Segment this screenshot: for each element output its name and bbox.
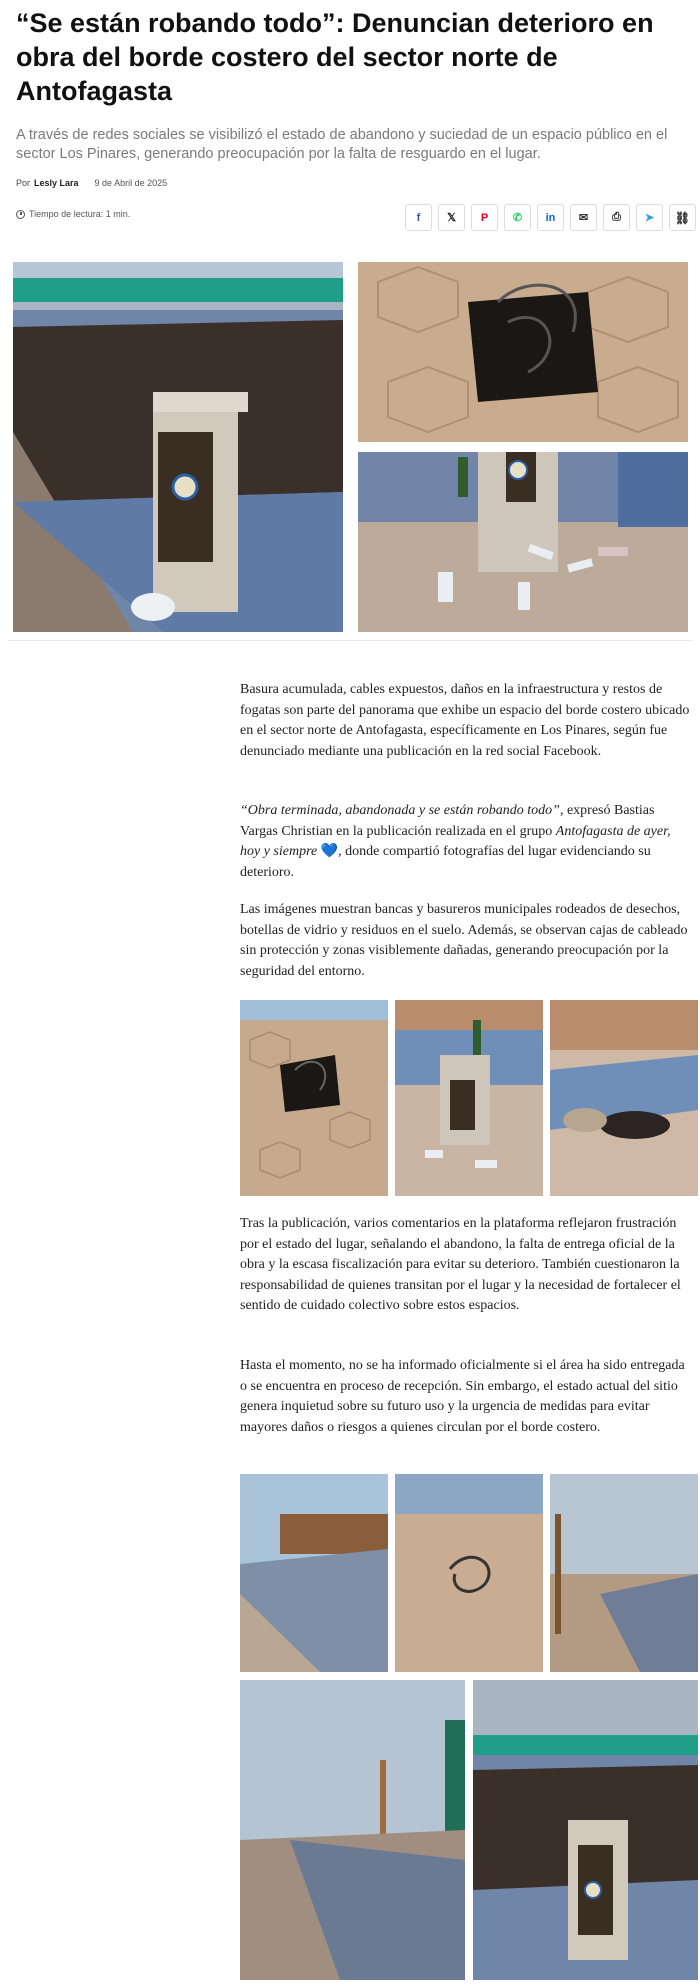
- linkedin-icon: in: [545, 211, 556, 224]
- share-x-button[interactable]: [438, 204, 465, 231]
- print-icon: ⎙: [612, 211, 621, 223]
- share-facebook-button[interactable]: [405, 204, 432, 231]
- gallery-photo-bench-posts[interactable]: [550, 1474, 698, 1672]
- paragraph-5: Hasta el momento, no se ha informado oficialmente si el área ha sido entregada o se encuentra en proceso de recepción. Sin embargo, el estado actual del sitio genera inquietud sobre su futuro uso y la urgencia de medidas para evitar mayores daños o riesgos a quienes circulan por el borde costero.: [240, 1358, 685, 1435]
- article-subtitle: A través de redes sociales se visibilizó el estado de abandono y suciedad de un espacio público en el sector Los Pinares, generando preocupación por la falta de resguardo en el lugar.: [16, 127, 668, 162]
- reading-time-label: Tiempo de lectura: 1 min.: [29, 209, 131, 219]
- hero-photo-open-cable-box[interactable]: [358, 262, 688, 442]
- facebook-group-name: Antofagasta de ayer, hoy y siempre: [240, 823, 671, 859]
- section-divider: [8, 640, 692, 641]
- paragraph-2-text-b: , donde compartió fotografías del lugar evidenciando su deterioro.: [240, 844, 651, 880]
- gallery-photo-loose-cable[interactable]: [395, 1474, 543, 1672]
- share-telegram-button[interactable]: [636, 204, 663, 231]
- paragraph-2-text-a: , expresó Bastias Vargas Christian en la publicación realizada en el grupo: [240, 803, 655, 839]
- gallery-photo-walkway-fence[interactable]: [240, 1680, 465, 1980]
- share-email-button[interactable]: [570, 204, 597, 231]
- paragraph-4: Tras la publicación, varios comentarios en la plataforma reflejaron frustración por el estado del lugar, señalando el abandono, la falta de entrega oficial de la obra y la escasa fiscalización para evitar su deterioro. También cuestionaron la responsabilidad de quienes transitan por el lugar y la necesidad de fortalecer el sentido de cuidado colectivo sobre estos espacios.: [240, 1216, 681, 1313]
- paragraph-2: [240, 801, 692, 883]
- paragraph-1: Basura acumulada, cables expuestos, daños en la infraestructura y restos de fogatas son parte del panorama que exhibe un espacio del borde costero ubicado en el sector norte de Antofagasta, específicamente en Los Pinares, según fue denunciado mediante una publicación en la red social Facebook.: [240, 682, 690, 759]
- hero-photo-trash-bin-field[interactable]: [13, 262, 343, 632]
- gallery-photo-fire-remains[interactable]: [550, 1000, 698, 1196]
- share-whatsapp-button[interactable]: [504, 204, 531, 231]
- pinterest-icon: P: [480, 211, 489, 224]
- blue-heart-icon: 💙: [320, 844, 339, 859]
- share-bar: [405, 204, 696, 231]
- print-button[interactable]: [603, 204, 630, 231]
- paragraph-3: Las imágenes muestran bancas y basureros municipales rodeados de desechos, botellas de vidrio y residuos en el suelo. Además, se observan cajas de cableado sin protección y zonas visiblemente dañadas, generando preocupación por la seguridad del entorno.: [240, 902, 688, 979]
- gallery-photo-cable-box[interactable]: [240, 1000, 388, 1196]
- copy-link-button[interactable]: [669, 204, 696, 231]
- gallery-photo-trash-bin-bottles[interactable]: [395, 1000, 543, 1196]
- x-icon: 𝕏: [447, 212, 456, 224]
- article-title: “Se están robando todo”: Denuncian deterioro en obra del borde costero del sector norte de Antofagasta: [16, 8, 654, 106]
- author-link[interactable]: Lesly Lara: [34, 178, 79, 188]
- whatsapp-icon: ✆: [512, 212, 523, 224]
- gallery-photo-boardwalk-benches[interactable]: [240, 1474, 388, 1672]
- telegram-icon: ➤: [644, 212, 655, 224]
- clock-icon: [16, 210, 25, 219]
- link-icon: ⛓: [674, 210, 691, 225]
- share-pinterest-button[interactable]: [471, 204, 498, 231]
- share-linkedin-button[interactable]: [537, 204, 564, 231]
- quote-text: “Obra terminada, abandonada y se están robando todo”: [240, 803, 560, 818]
- byline: [16, 178, 167, 188]
- by-label: Por: [16, 178, 31, 188]
- gallery-photo-trash-bin-field-2[interactable]: [473, 1680, 698, 1980]
- publish-date: 9 de Abril de 2025: [94, 178, 168, 188]
- hero-photo-bottles-trash-bin[interactable]: [358, 452, 688, 632]
- reading-time: [16, 209, 130, 219]
- facebook-icon: f: [416, 211, 421, 224]
- email-icon: ✉: [578, 212, 589, 224]
